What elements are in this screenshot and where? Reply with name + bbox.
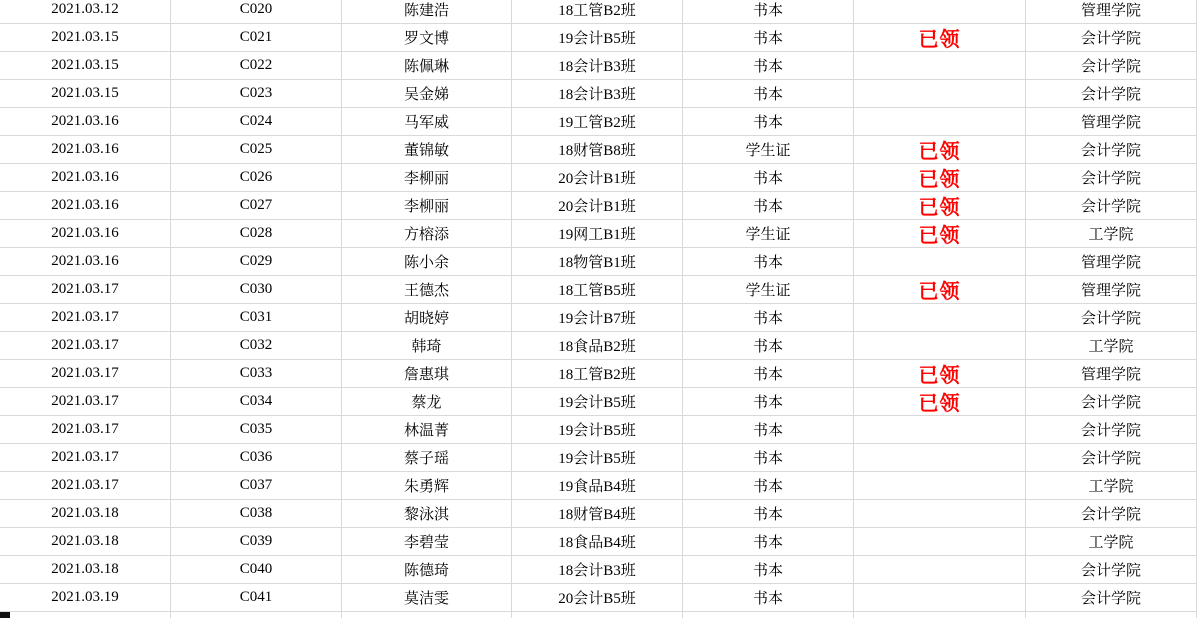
cell-class[interactable]: 18工管B2班 bbox=[512, 360, 683, 388]
cell-date[interactable]: 2021.03.16 bbox=[0, 192, 171, 220]
cell-college[interactable]: 会计学院 bbox=[1026, 500, 1197, 528]
cell-name[interactable]: 李柳丽 bbox=[342, 164, 512, 192]
cell-status[interactable] bbox=[854, 528, 1026, 556]
cell-status[interactable] bbox=[854, 52, 1026, 80]
cell-item[interactable]: 书本 bbox=[683, 304, 854, 332]
cell-date[interactable]: 2021.03.15 bbox=[0, 80, 171, 108]
cell-date[interactable] bbox=[0, 612, 171, 618]
cell-code[interactable]: C020 bbox=[171, 0, 342, 24]
table-row bbox=[0, 80, 1197, 108]
table-row bbox=[0, 388, 1197, 416]
cell-class[interactable]: 18工管B2班 bbox=[512, 0, 683, 24]
cell-item[interactable]: 学生证 bbox=[683, 276, 854, 304]
cell-name[interactable]: 陈建浩 bbox=[342, 0, 512, 24]
cell-item[interactable]: 学生证 bbox=[683, 136, 854, 164]
cell-item[interactable]: 书本 bbox=[683, 500, 854, 528]
cell-college[interactable]: 工学院 bbox=[1026, 472, 1197, 500]
cell-class[interactable] bbox=[512, 612, 683, 618]
cell-college[interactable]: 会计学院 bbox=[1026, 52, 1197, 80]
cell-item[interactable]: 书本 bbox=[683, 360, 854, 388]
cell-class[interactable]: 19网工B1班 bbox=[512, 220, 683, 248]
table-row bbox=[0, 500, 1197, 528]
cell-code[interactable]: C028 bbox=[171, 220, 342, 248]
cell-class[interactable]: 18财管B4班 bbox=[512, 500, 683, 528]
cell-date[interactable]: 2021.03.16 bbox=[0, 108, 171, 136]
cell-code[interactable]: C030 bbox=[171, 276, 342, 304]
cell-item[interactable]: 书本 bbox=[683, 24, 854, 52]
cell-status[interactable]: 已领 bbox=[854, 360, 1026, 388]
cell-status[interactable] bbox=[854, 248, 1026, 276]
cell-code[interactable]: C022 bbox=[171, 52, 342, 80]
cell-item[interactable]: 书本 bbox=[683, 0, 854, 24]
cell-class[interactable]: 18会计B3班 bbox=[512, 52, 683, 80]
cell-date[interactable]: 2021.03.17 bbox=[0, 444, 171, 472]
table-row bbox=[0, 192, 1197, 220]
cell-college[interactable]: 工学院 bbox=[1026, 332, 1197, 360]
table-row bbox=[0, 108, 1197, 136]
cell-item[interactable]: 学生证 bbox=[683, 220, 854, 248]
cell-status[interactable]: 已领 bbox=[854, 276, 1026, 304]
cell-code[interactable]: C026 bbox=[171, 164, 342, 192]
cell-item[interactable]: 书本 bbox=[683, 192, 854, 220]
cell-college[interactable]: 管理学院 bbox=[1026, 248, 1197, 276]
cell-name[interactable]: 林温菁 bbox=[342, 416, 512, 444]
cell-date[interactable]: 2021.03.17 bbox=[0, 388, 171, 416]
cell-date[interactable]: 2021.03.17 bbox=[0, 360, 171, 388]
cell-status[interactable] bbox=[854, 500, 1026, 528]
cell-class[interactable]: 18会计B3班 bbox=[512, 80, 683, 108]
cell-code[interactable]: C023 bbox=[171, 80, 342, 108]
cell-code[interactable]: C041 bbox=[171, 584, 342, 612]
cell-item[interactable]: 书本 bbox=[683, 248, 854, 276]
cell-name[interactable]: 蔡子瑶 bbox=[342, 444, 512, 472]
cell-item[interactable]: 书本 bbox=[683, 416, 854, 444]
cell-college[interactable]: 会计学院 bbox=[1026, 388, 1197, 416]
cell-name[interactable]: 韩琦 bbox=[342, 332, 512, 360]
cell-status[interactable] bbox=[854, 416, 1026, 444]
cell-code[interactable]: C033 bbox=[171, 360, 342, 388]
cell-name[interactable] bbox=[342, 612, 512, 618]
cell-name[interactable]: 朱勇辉 bbox=[342, 472, 512, 500]
cell-college[interactable]: 会计学院 bbox=[1026, 416, 1197, 444]
cell-name[interactable]: 胡晓婷 bbox=[342, 304, 512, 332]
cell-college[interactable]: 会计学院 bbox=[1026, 304, 1197, 332]
table-row bbox=[0, 416, 1197, 444]
cell-status[interactable] bbox=[854, 80, 1026, 108]
cell-code[interactable]: C024 bbox=[171, 108, 342, 136]
cell-date[interactable]: 2021.03.18 bbox=[0, 528, 171, 556]
cell-name[interactable]: 陈德琦 bbox=[342, 556, 512, 584]
cell-date[interactable]: 2021.03.18 bbox=[0, 556, 171, 584]
cell-college[interactable]: 管理学院 bbox=[1026, 276, 1197, 304]
cell-college[interactable]: 会计学院 bbox=[1026, 556, 1197, 584]
cell-status[interactable] bbox=[854, 556, 1026, 584]
cell-class[interactable]: 18会计B3班 bbox=[512, 556, 683, 584]
cell-code[interactable]: C027 bbox=[171, 192, 342, 220]
cell-college[interactable]: 会计学院 bbox=[1026, 192, 1197, 220]
cell-date[interactable]: 2021.03.17 bbox=[0, 276, 171, 304]
cell-name[interactable]: 莫洁雯 bbox=[342, 584, 512, 612]
cell-name[interactable]: 蔡龙 bbox=[342, 388, 512, 416]
cell-college[interactable]: 会计学院 bbox=[1026, 80, 1197, 108]
cell-item[interactable]: 书本 bbox=[683, 528, 854, 556]
cell-status[interactable] bbox=[854, 612, 1026, 618]
cell-class[interactable]: 20会计B1班 bbox=[512, 192, 683, 220]
cell-code[interactable]: C034 bbox=[171, 388, 342, 416]
cell-name[interactable]: 陈佩琳 bbox=[342, 52, 512, 80]
cell-class[interactable]: 18财管B8班 bbox=[512, 136, 683, 164]
cell-code[interactable]: C037 bbox=[171, 472, 342, 500]
cell-name[interactable]: 马军威 bbox=[342, 108, 512, 136]
cell-class[interactable]: 20会计B1班 bbox=[512, 164, 683, 192]
table-row bbox=[0, 220, 1197, 248]
table-row bbox=[0, 556, 1197, 584]
cell-college[interactable]: 管理学院 bbox=[1026, 108, 1197, 136]
cell-status[interactable]: 已领 bbox=[854, 164, 1026, 192]
cell-code[interactable]: C038 bbox=[171, 500, 342, 528]
cell-code[interactable]: C035 bbox=[171, 416, 342, 444]
cell-item[interactable]: 书本 bbox=[683, 584, 854, 612]
cell-college[interactable]: 会计学院 bbox=[1026, 444, 1197, 472]
cell-item[interactable]: 书本 bbox=[683, 80, 854, 108]
cell-college[interactable]: 会计学院 bbox=[1026, 24, 1197, 52]
cell-name[interactable]: 陈小余 bbox=[342, 248, 512, 276]
cell-date[interactable]: 2021.03.12 bbox=[0, 0, 171, 24]
cell-code[interactable]: C040 bbox=[171, 556, 342, 584]
cell-date[interactable]: 2021.03.16 bbox=[0, 220, 171, 248]
cell-name[interactable]: 李柳丽 bbox=[342, 192, 512, 220]
cell-code[interactable] bbox=[171, 612, 342, 618]
cell-name[interactable]: 黎泳淇 bbox=[342, 500, 512, 528]
cell-name[interactable]: 方榕添 bbox=[342, 220, 512, 248]
table-row bbox=[0, 0, 1197, 24]
cell-item[interactable]: 书本 bbox=[683, 164, 854, 192]
cell-date[interactable]: 2021.03.16 bbox=[0, 136, 171, 164]
cell-class[interactable]: 19食品B4班 bbox=[512, 472, 683, 500]
cell-date[interactable]: 2021.03.19 bbox=[0, 584, 171, 612]
table-row bbox=[0, 52, 1197, 80]
cell-name[interactable]: 董锦敏 bbox=[342, 136, 512, 164]
cell-item[interactable]: 书本 bbox=[683, 388, 854, 416]
cell-code[interactable]: C032 bbox=[171, 332, 342, 360]
cell-college[interactable]: 会计学院 bbox=[1026, 136, 1197, 164]
cell-status[interactable]: 已领 bbox=[854, 136, 1026, 164]
cell-item[interactable]: 书本 bbox=[683, 108, 854, 136]
cell-item[interactable]: 书本 bbox=[683, 332, 854, 360]
cell-college[interactable] bbox=[1026, 612, 1197, 618]
cell-date[interactable]: 2021.03.17 bbox=[0, 304, 171, 332]
cell-status[interactable] bbox=[854, 472, 1026, 500]
cell-code[interactable]: C029 bbox=[171, 248, 342, 276]
cell-name[interactable]: 罗文博 bbox=[342, 24, 512, 52]
cell-date[interactable]: 2021.03.15 bbox=[0, 24, 171, 52]
cell-status[interactable] bbox=[854, 0, 1026, 24]
cell-date[interactable]: 2021.03.17 bbox=[0, 472, 171, 500]
cell-status[interactable]: 已领 bbox=[854, 24, 1026, 52]
cell-college[interactable]: 管理学院 bbox=[1026, 0, 1197, 24]
cell-date[interactable]: 2021.03.18 bbox=[0, 500, 171, 528]
selection-corner-marker bbox=[0, 612, 10, 618]
cell-status[interactable] bbox=[854, 332, 1026, 360]
cell-status[interactable] bbox=[854, 444, 1026, 472]
cell-status[interactable] bbox=[854, 304, 1026, 332]
cell-class[interactable]: 19会计B5班 bbox=[512, 416, 683, 444]
cell-item[interactable] bbox=[683, 612, 854, 618]
cell-item[interactable]: 书本 bbox=[683, 472, 854, 500]
cell-date[interactable]: 2021.03.17 bbox=[0, 332, 171, 360]
cell-code[interactable]: C031 bbox=[171, 304, 342, 332]
cell-name[interactable]: 王德杰 bbox=[342, 276, 512, 304]
cell-item[interactable]: 书本 bbox=[683, 444, 854, 472]
cell-class[interactable]: 18食品B2班 bbox=[512, 332, 683, 360]
cell-name[interactable]: 李碧莹 bbox=[342, 528, 512, 556]
cell-status[interactable] bbox=[854, 584, 1026, 612]
cell-college[interactable]: 管理学院 bbox=[1026, 360, 1197, 388]
cell-college[interactable]: 会计学院 bbox=[1026, 164, 1197, 192]
cell-date[interactable]: 2021.03.17 bbox=[0, 416, 171, 444]
cell-code[interactable]: C039 bbox=[171, 528, 342, 556]
table-row bbox=[0, 332, 1197, 360]
cell-status[interactable]: 已领 bbox=[854, 220, 1026, 248]
cell-status[interactable] bbox=[854, 108, 1026, 136]
cell-class[interactable]: 19会计B5班 bbox=[512, 388, 683, 416]
table-row bbox=[0, 444, 1197, 472]
cell-item[interactable]: 书本 bbox=[683, 52, 854, 80]
cell-status[interactable]: 已领 bbox=[854, 388, 1026, 416]
cell-class[interactable]: 18物管B1班 bbox=[512, 248, 683, 276]
cell-class[interactable]: 19会计B5班 bbox=[512, 24, 683, 52]
table-row bbox=[0, 528, 1197, 556]
cell-date[interactable]: 2021.03.15 bbox=[0, 52, 171, 80]
table-row bbox=[0, 248, 1197, 276]
cell-code[interactable]: C021 bbox=[171, 24, 342, 52]
cell-class[interactable]: 18工管B5班 bbox=[512, 276, 683, 304]
cell-date[interactable]: 2021.03.16 bbox=[0, 248, 171, 276]
cell-name[interactable]: 詹惠琪 bbox=[342, 360, 512, 388]
table-row bbox=[0, 584, 1197, 612]
cell-item[interactable]: 书本 bbox=[683, 556, 854, 584]
cell-name[interactable]: 吴金娣 bbox=[342, 80, 512, 108]
cell-college[interactable]: 工学院 bbox=[1026, 220, 1197, 248]
cell-college[interactable]: 会计学院 bbox=[1026, 584, 1197, 612]
cell-class[interactable]: 20会计B5班 bbox=[512, 584, 683, 612]
table-row bbox=[0, 276, 1197, 304]
cell-status[interactable]: 已领 bbox=[854, 192, 1026, 220]
cell-code[interactable]: C036 bbox=[171, 444, 342, 472]
table-row bbox=[0, 136, 1197, 164]
table-row bbox=[0, 304, 1197, 332]
table-row bbox=[0, 612, 1197, 618]
table-row bbox=[0, 472, 1197, 500]
cell-class[interactable]: 19工管B2班 bbox=[512, 108, 683, 136]
cell-date[interactable]: 2021.03.16 bbox=[0, 164, 171, 192]
table-row bbox=[0, 360, 1197, 388]
cell-class[interactable]: 19会计B5班 bbox=[512, 444, 683, 472]
cell-code[interactable]: C025 bbox=[171, 136, 342, 164]
table-row bbox=[0, 24, 1197, 52]
cell-class[interactable]: 19会计B7班 bbox=[512, 304, 683, 332]
table-row bbox=[0, 164, 1197, 192]
cell-college[interactable]: 工学院 bbox=[1026, 528, 1197, 556]
cell-class[interactable]: 18食品B4班 bbox=[512, 528, 683, 556]
